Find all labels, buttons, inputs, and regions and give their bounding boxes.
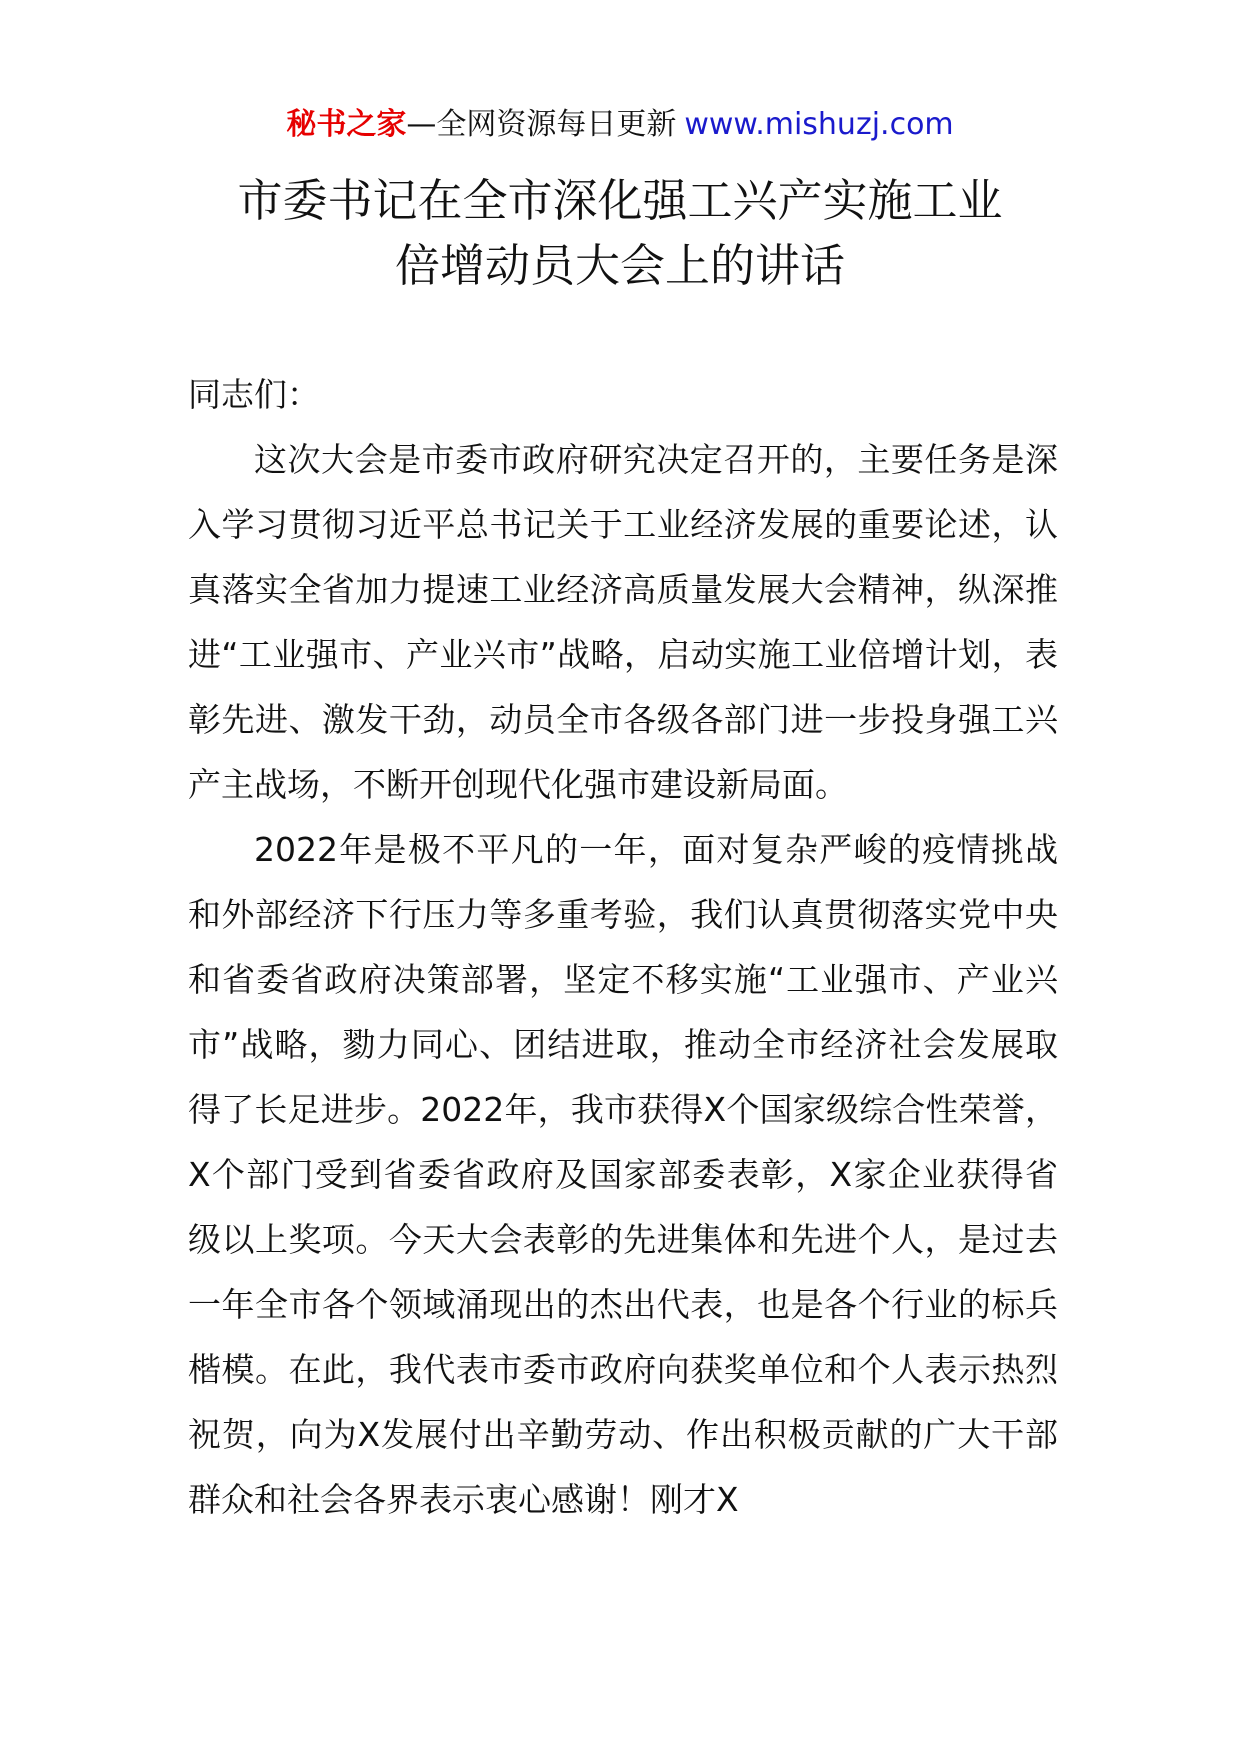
header-tagline: —全网资源每日更新 — [406, 107, 677, 142]
brand-name: 秘书之家 — [286, 107, 407, 142]
title-line-2: 倍增动员大会上的讲话 — [394, 239, 845, 292]
document-body — [188, 362, 1058, 1532]
site-url-link[interactable]: www.mishuzj.com — [684, 107, 954, 142]
salutation: 同志们： — [188, 375, 320, 414]
paragraph-2: 2022年是极不平凡的一年，面对复杂严峻的疫情挑战和外部经济下行压力等多重考验，我们认真贯彻落实党中央和省委省政府决策部署，坚定不移实施“工业强市、产业兴市”战略，勠力同心、团结进取，推动全市经济社会发展取得了长足进步。2022年，我市获得X个国家级综合性荣誉，X个部门受到省委省政府及国家部委表彰，X家企业获得省级以上奖项。今天大会表彰的先进集体和先进个人，是过去一年全市各个领域涌现出的杰出代表，也是各个行业的标兵楷模。在此，我代表市委市政府向获奖单位和个人表示热烈祝贺，向为X发展付出辛勤劳动、作出积极贡献的广大干部群众和社会各界表示衷心感谢！刚才X — [188, 830, 1058, 1519]
paragraph-1: 这次大会是市委市政府研究决定召开的，主要任务是深入学习贯彻习近平总书记关于工业经济发展的重要论述，认真落实全省加力提速工业经济高质量发展大会精神，纵深推进“工业强市、产业兴市”战略，启动实施工业倍增计划，表彰先进、激发干劲，动员全市各级各部门进一步投身强工兴产主战场，不断开创现代化强市建设新局面。 — [188, 440, 1058, 804]
document-title — [0, 168, 1240, 298]
title-line-1: 市委书记在全市深化强工兴产实施工业 — [237, 174, 1003, 227]
site-header — [0, 104, 1240, 146]
